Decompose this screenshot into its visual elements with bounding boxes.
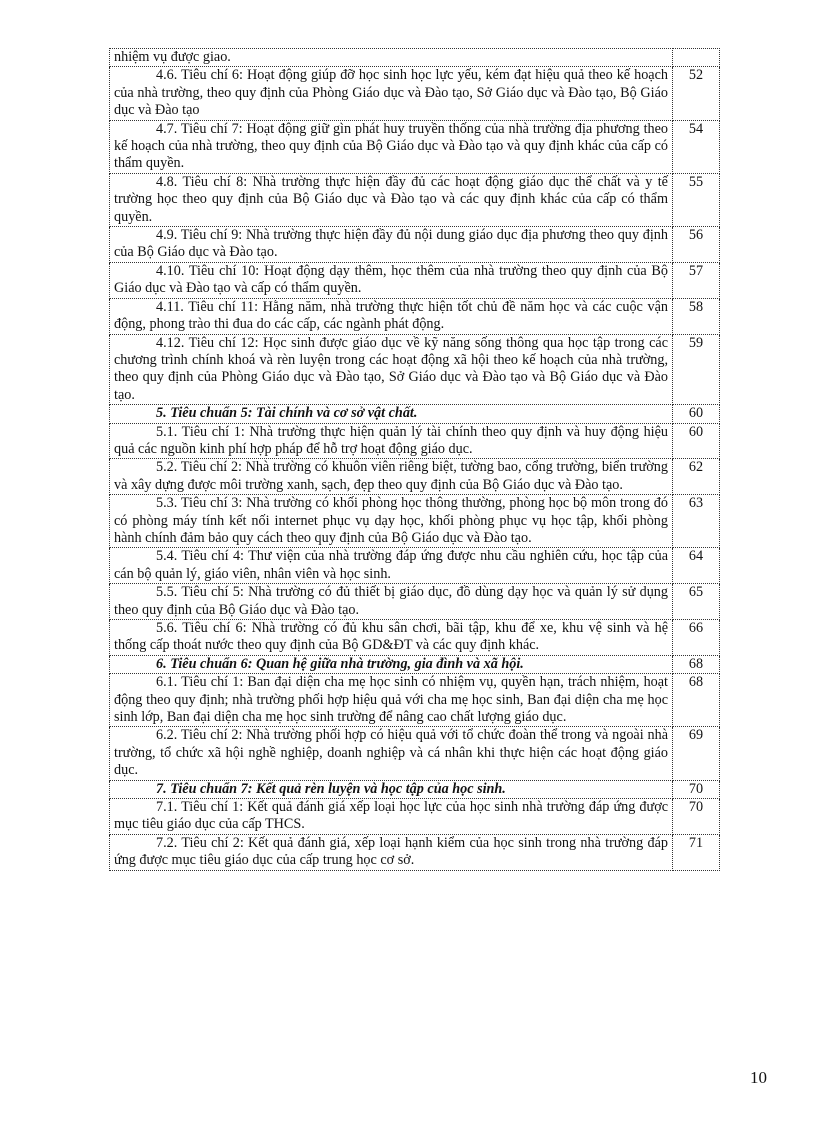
toc-page-number: 69 bbox=[673, 727, 720, 780]
toc-entry-cell bbox=[110, 67, 673, 120]
toc-entry-text: 4.11. Tiêu chí 11: Hằng năm, nhà trường thực hiện tốt chủ đề năm học và các cuộc vận động, phong trào thi đua do các cấp, các ngành phát động. bbox=[114, 298, 668, 333]
toc-row bbox=[110, 459, 720, 495]
toc-entry-text: 5.6. Tiêu chí 6: Nhà trường có đủ khu sân chơi, bãi tập, khu để xe, khu vệ sinh và hệ thống cấp thoát nước theo quy định của Bộ GD&ĐT và các quy định khác. bbox=[114, 620, 668, 654]
toc-row bbox=[110, 834, 720, 870]
toc-page-number: 64 bbox=[673, 548, 720, 584]
toc-row bbox=[110, 620, 720, 656]
toc-row bbox=[110, 262, 720, 298]
toc-entry-cell bbox=[110, 334, 673, 405]
toc-entry-cell bbox=[110, 584, 673, 620]
toc-row bbox=[110, 495, 720, 548]
toc-page-number: 59 bbox=[673, 334, 720, 405]
toc-page-number: 71 bbox=[673, 834, 720, 870]
toc-page-number: 60 bbox=[673, 405, 720, 423]
page-number: 10 bbox=[750, 1068, 767, 1087]
toc-page-number: 54 bbox=[673, 120, 720, 173]
toc-entry-cell bbox=[110, 495, 673, 548]
toc-entry-text: 6. Tiêu chuẩn 6: Quan hệ giữa nhà trường, gia đình và xã hội. bbox=[156, 655, 524, 672]
toc-entry-cell bbox=[110, 405, 673, 423]
toc-section-row bbox=[110, 655, 720, 673]
toc-row bbox=[110, 584, 720, 620]
toc-body bbox=[110, 49, 720, 871]
toc-page-number: 60 bbox=[673, 423, 720, 459]
toc-entry-cell bbox=[110, 620, 673, 656]
toc-page-number: 68 bbox=[673, 674, 720, 727]
toc-entry-cell bbox=[110, 173, 673, 226]
toc-page-number: 70 bbox=[673, 799, 720, 835]
toc-entry-cell bbox=[110, 674, 673, 727]
toc-entry-text: 4.9. Tiêu chí 9: Nhà trường thực hiện đầy đủ nội dung giáo dục địa phương theo quy định của Bộ Giáo dục và Đào tạo. bbox=[114, 227, 668, 261]
toc-page-number: 70 bbox=[673, 780, 720, 798]
toc-entry-cell bbox=[110, 780, 673, 798]
toc-page-number: 52 bbox=[673, 67, 720, 120]
toc-entry-text: 5.1. Tiêu chí 1: Nhà trường thực hiện quản lý tài chính theo quy định và huy động hiệu quả các nguồn kinh phí hợp pháp để hỗ trợ hoạt động giáo dục. bbox=[114, 423, 668, 457]
toc-entry-cell bbox=[110, 799, 673, 835]
toc-entry-text: 5.2. Tiêu chí 2: Nhà trường có khuôn viên riêng biệt, tường bao, cổng trường, biển trường và xây dựng được môi trường xanh, sạch, đẹp theo quy định của Bộ Giáo dục và Đào tạo. bbox=[114, 459, 668, 493]
toc-row bbox=[110, 298, 720, 334]
toc-entry-text: 4.7. Tiêu chí 7: Hoạt động giữ gìn phát huy truyền thống của nhà trường địa phương theo kế hoạch của nhà trường, theo quy định của Bộ Giáo dục và Đào tạo và quy định khác của cấp có thẩm quyền. bbox=[114, 120, 668, 172]
toc-page-number: 57 bbox=[673, 262, 720, 298]
toc-entry-text: 4.8. Tiêu chí 8: Nhà trường thực hiện đầy đủ các hoạt động giáo dục thể chất và y tế trường học theo quy định của Bộ Giáo dục và Đào tạo và các quy định khác của cấp có thẩm quyền. bbox=[114, 173, 668, 225]
toc-entry-text: 4.6. Tiêu chí 6: Hoạt động giúp đỡ học sinh học lực yếu, kém đạt hiệu quả theo kế hoạch của nhà trường, theo quy định của Phòng Giáo dục và Đào tạo, Sở Giáo dục và Đào tạo, Bộ Giáo dục và Đào tạo bbox=[114, 67, 668, 119]
toc-entry-text: 6.2. Tiêu chí 2: Nhà trường phối hợp có hiệu quả với tổ chức đoàn thể trong và ngoài nhà trường, tổ chức xã hội nghề nghiệp, doanh nghiệp và cá nhân khi thực hiện các hoạt động giáo dục. bbox=[114, 727, 668, 779]
toc-table bbox=[109, 48, 720, 871]
toc-entry-cell bbox=[110, 120, 673, 173]
toc-entry-text: 5.4. Tiêu chí 4: Thư viện của nhà trường đáp ứng được nhu cầu nghiên cứu, học tập của cán bộ quản lý, giáo viên, nhân viên và học sinh. bbox=[114, 548, 668, 582]
toc-row bbox=[110, 49, 720, 67]
toc-row bbox=[110, 334, 720, 405]
toc-entry-text: 5. Tiêu chuẩn 5: Tài chính và cơ sở vật chất. bbox=[156, 405, 418, 422]
toc-page-number bbox=[673, 49, 720, 67]
toc-row bbox=[110, 173, 720, 226]
toc-page-number: 65 bbox=[673, 584, 720, 620]
toc-page-number: 55 bbox=[673, 173, 720, 226]
toc-entry-text: 7.1. Tiêu chí 1: Kết quả đánh giá xếp loại học lực của học sinh nhà trường đáp ứng được mục tiêu giáo dục của cấp THCS. bbox=[114, 799, 668, 833]
toc-row bbox=[110, 548, 720, 584]
toc-entry-cell bbox=[110, 834, 673, 870]
toc-entry-text: 4.10. Tiêu chí 10: Hoạt động dạy thêm, học thêm của nhà trường theo quy định của Bộ Giáo dục và Đào tạo và cấp có thẩm quyền. bbox=[114, 262, 668, 297]
toc-entry-text: 6.1. Tiêu chí 1: Ban đại diện cha mẹ học sinh có nhiệm vụ, quyền hạn, trách nhiệm, hoạt động theo quy định; nhà trường phối hợp hiệu quả với cha mẹ học sinh, Ban đại diện cha mẹ học sinh lớp, Ban đại diện cha mẹ học sinh trường để nâng cao chất lượng giáo dục. bbox=[114, 674, 668, 726]
toc-row bbox=[110, 674, 720, 727]
toc-section-row bbox=[110, 780, 720, 798]
toc-entry-cell bbox=[110, 423, 673, 459]
toc-entry-cell bbox=[110, 49, 673, 67]
toc-entry-cell bbox=[110, 727, 673, 780]
toc-entry-text: 4.12. Tiêu chí 12: Học sinh được giáo dục về kỹ năng sống thông qua học tập trong các chương trình chính khoá và rèn luyện trong các hoạt động xã hội theo kế hoạch của nhà trường, theo quy định của Phòng Giáo dục và Đào tạo, Sở Giáo dục và Đào tạo và Bộ Giáo dục và Đào tạo. bbox=[114, 334, 668, 403]
toc-entry-cell bbox=[110, 227, 673, 263]
toc-entry-text: nhiệm vụ được giao. bbox=[114, 49, 231, 65]
toc-page-number: 63 bbox=[673, 495, 720, 548]
toc-entry-text: 5.3. Tiêu chí 3: Nhà trường có khối phòng học thông thường, phòng học bộ môn trong đó có phòng máy tính kết nối internet phục vụ dạy học, khối phòng phục vụ học tập, khối phòng hành chính đảm bảo quy cách theo quy định của Bộ Giáo dục và Đào tạo. bbox=[114, 495, 668, 546]
toc-row bbox=[110, 67, 720, 120]
toc-entry-cell bbox=[110, 655, 673, 673]
toc-entry-text: 5.5. Tiêu chí 5: Nhà trường có đủ thiết bị giáo dục, đồ dùng dạy học và quản lý sử dụng theo quy định của Bộ Giáo dục và Đào tạo. bbox=[114, 584, 668, 618]
toc-entry-cell bbox=[110, 262, 673, 298]
toc-entry-text: 7. Tiêu chuẩn 7: Kết quả rèn luyện và học tập của học sinh. bbox=[156, 780, 506, 797]
toc-row bbox=[110, 727, 720, 780]
toc-page-number: 68 bbox=[673, 655, 720, 673]
toc-page-number: 58 bbox=[673, 298, 720, 334]
toc-entry-cell bbox=[110, 298, 673, 334]
toc-page-number: 66 bbox=[673, 620, 720, 656]
toc-row bbox=[110, 423, 720, 459]
toc-row bbox=[110, 227, 720, 263]
toc-page-number: 56 bbox=[673, 227, 720, 263]
toc-entry-cell bbox=[110, 459, 673, 495]
toc-row bbox=[110, 120, 720, 173]
toc-row bbox=[110, 799, 720, 835]
toc-entry-text: 7.2. Tiêu chí 2: Kết quả đánh giá, xếp loại hạnh kiểm của học sinh trong nhà trường đáp ứng được mục tiêu giáo dục của cấp trung học cơ sở. bbox=[114, 834, 668, 869]
toc-page-number: 62 bbox=[673, 459, 720, 495]
toc-section-row bbox=[110, 405, 720, 423]
toc-entry-cell bbox=[110, 548, 673, 584]
